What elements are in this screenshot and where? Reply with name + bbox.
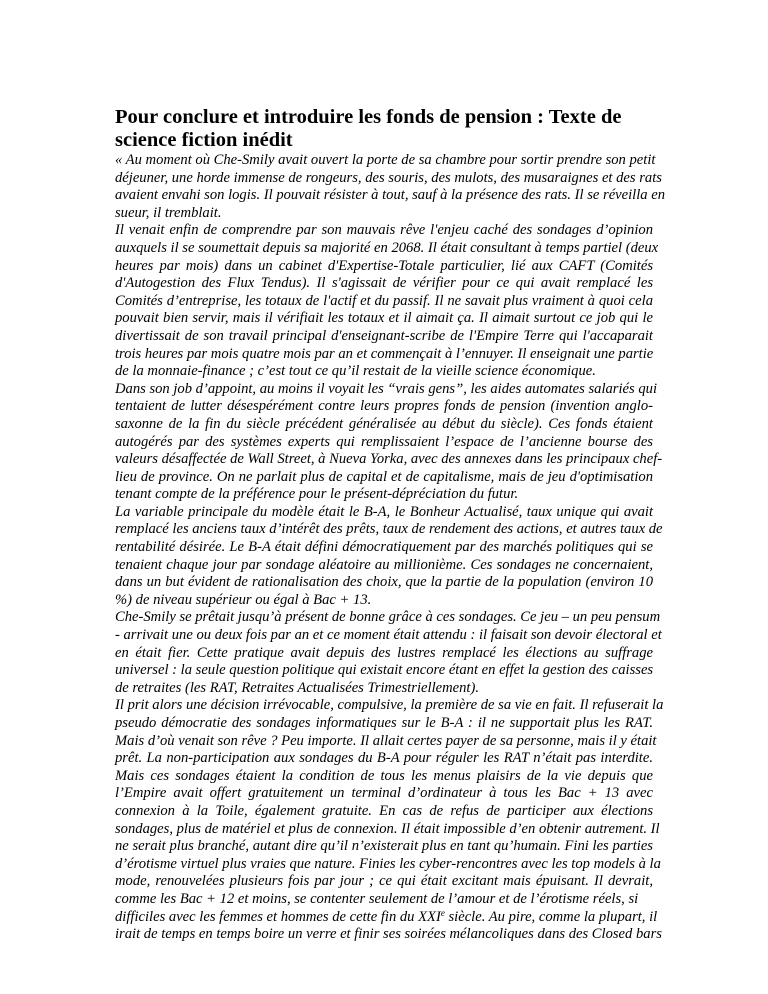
text-line: Comités d’entreprise, les totaux de l'actif et du passif. Il ne savait plus vraiment à quoi cela bbox=[115, 292, 653, 309]
text-line: dans un but évident de rationalisation des choix, que la partie de la population (environ 10 bbox=[115, 574, 653, 591]
text-line: - arrivait une ou deux fois par an et ce moment était attendu : il faisait son devoir électoral et bbox=[115, 627, 662, 644]
text-line: « Au moment où Che-Smily avait ouvert la porte de sa chambre pour sortir prendre son petit bbox=[115, 152, 656, 168]
text-line: comme les Bac + 12 et moins, se contenter seulement de l’amour et de l’érotisme réels, si bbox=[115, 890, 639, 907]
text-line: La variable principale du modèle était le B-A, le Bonheur Actualisé, taux unique qui avait bbox=[115, 503, 653, 520]
text-line: connexion à la Toile, également gratuite. En cas de refus de participer aux élections bbox=[115, 802, 653, 819]
text-segment: siècle. Au pire, comme la plupart, il bbox=[444, 908, 658, 925]
text-line: lieu de province. On ne parlait plus de capital et de capitalisme, mais de jeu d'optimisation bbox=[115, 468, 653, 485]
text-line: d’érotisme virtuel plus vraies que nature. Finies les cyber-rencontres avec les top models à la bbox=[115, 855, 661, 872]
text-line: Mais d’où venait son rêve ? Peu importe. Il allait certes payer de sa personne, mais il y était bbox=[115, 732, 657, 749]
text-line: tenant compte de la préférence pour le présent-dépréciation du futur. bbox=[115, 486, 519, 503]
text-line: Che-Smily se prêtait jusqu’à présent de bonne grâce à ces sondages. Ce jeu – un peu pensum bbox=[115, 609, 661, 626]
text-line: prêt. La non-participation aux sondages du B-A pour réguler les RAT n’était pas interdite. bbox=[115, 750, 653, 767]
text-line: rentabilité désirée. Le B-A était défini démocratiquement par des marchés politiques qui se bbox=[115, 539, 653, 556]
text-line: divertissait de son travail principal d'enseignant-scribe de l'Empire Terre qui l'accaparait bbox=[115, 327, 653, 344]
text-line: irait de temps en temps boire un verre et finir ses soirées mélancoliques dans des Closed bars bbox=[115, 926, 662, 943]
text-line: pseudo démocratie des sondages informatiques sur le B-A : il ne supportait plus les RAT. bbox=[115, 715, 653, 731]
text-line: avaient envahi son logis. Il pouvait résister à tout, sauf à la présence des rats. Il se réveilla en bbox=[115, 187, 666, 204]
text-line: déjeuner, une horde immense de rongeurs, des souris, des mulots, des musaraignes et des rats bbox=[115, 169, 662, 186]
text-line: en était fier. Cette pratique avait depuis des lustres remplacé les élections au suffrage bbox=[115, 644, 653, 661]
text-line: tenaient chaque jour par sondage aléatoire au millionième. Ces sondages ne concernaient, bbox=[115, 556, 653, 573]
text-line: tentaient de lutter désespérément contre leurs propres fonds de pension (invention anglo- bbox=[115, 398, 653, 415]
text-line: saxonne de la fin du siècle précédent généralisée au début du siècle). Ces fonds étaient bbox=[115, 415, 653, 432]
text-line: d'Autogestion des Flux Tendus). Il s'agissait de vérifier pour ce qui avait remplacé les bbox=[115, 275, 653, 292]
text-line: sueur, il tremblait. bbox=[115, 204, 222, 221]
text-line: sondages, plus de matériel et plus de connexion. Il était impossible d’en obtenir autrement. Il bbox=[115, 820, 660, 837]
text-line: autogérés par des systèmes experts qui remplissaient l’espace de l’ancienne bourse des bbox=[115, 433, 653, 450]
text-line: remplacé les anciens taux d’intérêt des prêts, taux de rendement des actions, et autres taux de bbox=[115, 521, 663, 538]
text-line bbox=[115, 907, 658, 927]
body-text bbox=[115, 152, 666, 944]
text-line: de la monnaie-finance ; c’est tout ce qu’il restait de la vieille science économique. bbox=[115, 363, 596, 380]
superscript: e bbox=[440, 907, 445, 918]
text-line: Mais ces sondages étaient la condition de tous les menus plaisirs de la vie depuis que bbox=[115, 767, 653, 784]
text-line: ne serait plus branché, autant dire qu’il n’existerait plus en tant qu’humain. Fini les parties bbox=[115, 838, 653, 855]
text-line: valeurs désaffectée de Wall Street, à Nueva Yorka, avec des annexes dans les principaux chef- bbox=[115, 451, 663, 468]
text-line: de retraites (les RAT, Retraites Actualisées Trimestriellement). bbox=[115, 679, 479, 696]
text-line: Dans son job d’appoint, au moins il voyait les “vrais gens”, les aides automates salariés qui bbox=[115, 380, 657, 397]
text-line: mode, renouvelées plusieurs fois par jour ; ce qui était excitant mais épuisant. Il devrait, bbox=[115, 873, 653, 890]
text-line: Il venait enfin de comprendre par son mauvais rêve l'enjeu caché des sondages d’opinion bbox=[115, 222, 653, 239]
text-line: trois heures par mois quatre mois par an et commençait à l’ennuyer. Il enseignait une partie bbox=[115, 345, 654, 362]
text-line: heures par mois) dans un cabinet d'Expertise-Totale particulier, lié aux CAFT (Comités bbox=[115, 257, 653, 274]
text-line: l’Empire avait offert gratuitement un terminal d’ordinateur à tous les Bac + 13 avec bbox=[115, 785, 653, 802]
text-line: Il prit alors une décision irrévocable, compulsive, la première de sa vie en fait. Il refuserait la bbox=[115, 697, 664, 714]
text-line: pouvait bien servir, mais il vérifiait les totaux et il aimait ça. Il aimait surtout ce job qui le bbox=[115, 310, 653, 327]
text-line: auxquels il se soumettait depuis sa majorité en 2068. Il était consultant à temps partiel (deux bbox=[115, 239, 659, 256]
text-segment: difficiles avec les femmes et hommes de cette fin du XXI bbox=[115, 908, 441, 925]
page-title: Pour conclure et introduire les fonds de pension : Texte de science fiction inédit bbox=[115, 106, 622, 151]
text-line: universel : la seule question politique qui existait encore étant en effet la gestion des caisses bbox=[115, 662, 654, 679]
text-line: %) de niveau supérieur ou égal à Bac + 13. bbox=[115, 591, 372, 608]
